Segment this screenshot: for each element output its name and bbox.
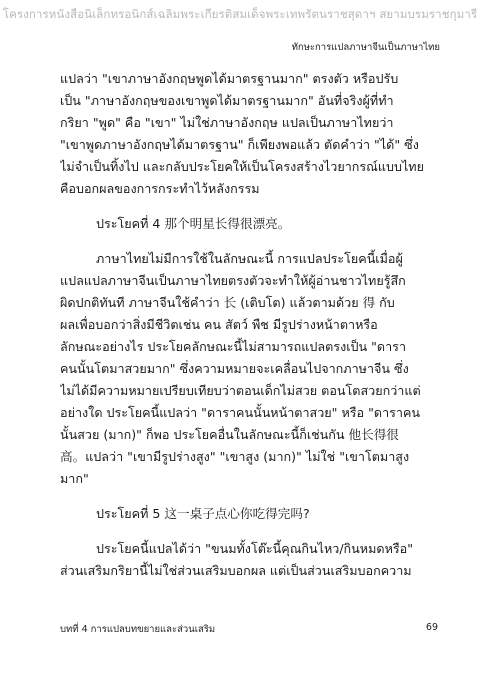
text-line: คือบอกผลของการกระทำไว้หลังกรรม: [60, 181, 260, 196]
project-banner: โครงการหนังสือนิเล็กทรอนิกส์เฉลิมพระเกียรติสมเด็จพระเทพรัตนราชสุดาฯ สยามบรมราชกุมารี: [2, 7, 478, 21]
text-line: ไม่ได้มีความหมายเปรียบเทียบว่าตอนเด็กไม่สวย ตอนโตสวยกว่าแต่: [60, 383, 421, 398]
example-sentence-5: ประโยคที่ 5 这一桌子点心你吃得完吗?: [96, 506, 310, 521]
text-line: คนนั้นโตมาสวยมาก" ซึ่งความหมายจะเคลื่อนไปจากภาษาจีน ซึ่ง: [60, 361, 409, 376]
paragraph-1: [60, 68, 438, 200]
text-line: นั้นสวย (มาก)" ก็พอ ประโยคอื่นในลักษณะนี้ก็เช่นกัน 他长得很: [60, 427, 399, 442]
text-line: เป็น "ภาษาอังกฤษของเขาพูดได้มาตรฐานมาก" อันที่จริงผู้ที่ทำ: [60, 93, 394, 108]
paragraph-2: [60, 248, 438, 490]
text-line: แปลแปลภาษาจีนเป็นภาษาไทยตรงตัวจะทำให้ผู้อ่านชาวไทยรู้สึก: [60, 273, 406, 288]
text-line: กริยา "พูด" คือ "เขา" ไม่ใช่ภาษาอังกฤษ แปลเป็นภาษาไทยว่า: [60, 115, 394, 130]
text-line: ประโยคนี้แปลได้ว่า "ขนมทั้งโต๊ะนี้คุณกินไหว/กินหมดหรือ": [96, 541, 413, 556]
text-line: แปลว่า "เขาภาษาอังกฤษพูดได้มาตรฐานมาก" ตรงตัว หรือปรับ: [60, 71, 399, 86]
text-line: ผลเพื่อบอกว่าสิ่งมีชีวิตเช่น คน สัตว์ พืช มีรูปร่างหน้าตาหรือ: [60, 317, 378, 332]
text-line: ลักษณะอย่างไร ประโยคลักษณะนี้ไม่สามารถแปลตรงเป็น "ดารา: [60, 339, 407, 354]
text-line: อย่างใด ประโยคนี้แปลว่า "ดาราคนนั้นหน้าตาสวย" หรือ "ดาราคน: [60, 405, 421, 420]
text-line: ส่วนเสริมกริยานี้ไม่ใช่ส่วนเสริมบอกผล แต่เป็นส่วนเสริมบอกความ: [60, 563, 412, 578]
text-line: 高。แปลว่า "เขามีรูปร่างสูง" "เขาสูง (มาก)" ไม่ใช่ "เขาโตมาสูง: [60, 449, 410, 464]
running-head: ทักษะการแปลภาษาจีนเป็นภาษาไทย: [291, 42, 440, 53]
page-number: 69: [425, 622, 438, 633]
text-line: "เขาพูดภาษาอังกฤษได้มาตรฐาน" ก็เพียงพอแล้ว ตัดคำว่า "ได้" ซึ่ง: [60, 137, 419, 152]
text-line: ผิดปกติทันที ภาษาจีนใช้คำว่า 长 (เติบโต) แล้วตามด้วย 得 กับ: [60, 295, 395, 310]
text-line: ภาษาไทยไม่มีการใช้ในลักษณะนี้ การแปลประโยคนี้เมื่อผู้: [96, 251, 403, 266]
page-body: [60, 68, 438, 582]
paragraph-3: [60, 538, 438, 582]
footer-chapter-title: บทที่ 4 การแปลบทขยายและส่วนเสริม: [60, 624, 216, 635]
text-line: ไม่จำเป็นทิ้งไป และกลับประโยคให้เป็นโครงสร้างไวยากรณ์แบบไทย: [60, 159, 424, 174]
example-sentence-4: ประโยคที่ 4 那个明星长得很漂亮。: [96, 216, 291, 231]
text-line: มาก": [60, 471, 89, 486]
